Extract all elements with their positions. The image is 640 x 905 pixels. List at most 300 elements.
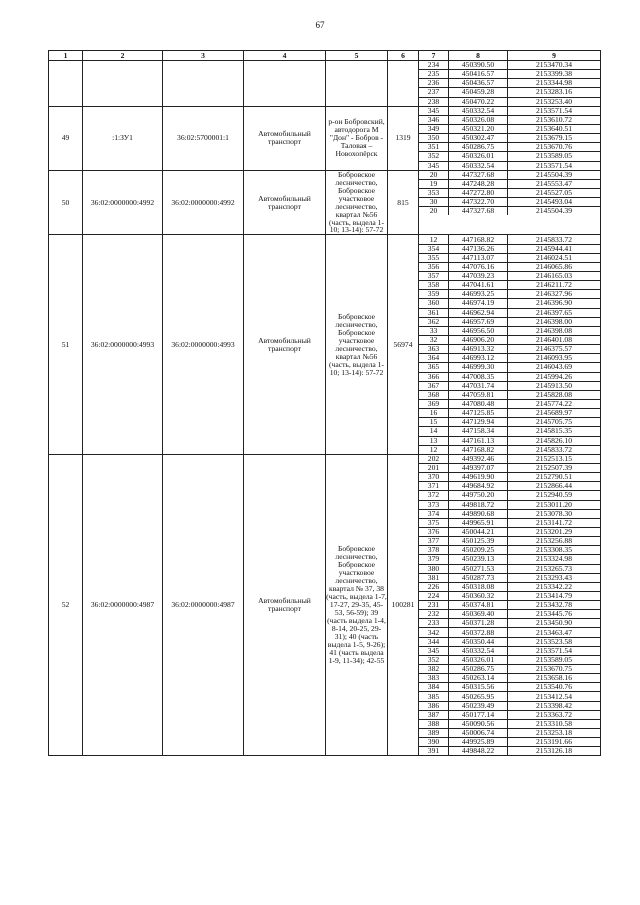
points-cell [419,106,601,170]
coord-x: 447008.35 [449,372,508,381]
cell-c2: 36:02:0000000:4993 [83,235,163,454]
coord-y: 2153363.72 [508,710,601,719]
point-row [419,719,600,728]
header-cell: 3 [163,51,244,61]
coord-x: 450326.01 [449,655,508,664]
point-row [419,281,600,290]
point-row [419,427,600,436]
coord-y: 2145553.47 [508,179,601,188]
header-cell: 5 [326,51,388,61]
point-row [419,70,600,79]
cell-c3: 36:02:0000000:4987 [163,454,244,756]
coord-x: 449392.46 [449,455,508,464]
cell-c5: Бобровское лесничество, Бобровское участковое лесничество, квартал №56 (часть, выдела 1-10; 13-14): 57-72 [326,235,388,454]
coord-y: 2145705.75 [508,418,601,427]
point-number: 352 [419,152,449,161]
point-row [419,455,600,464]
point-number: 345 [419,646,449,655]
point-number: 381 [419,573,449,582]
point-row [419,710,600,719]
table-row [49,61,601,107]
coord-x: 446913.32 [449,345,508,354]
points-table [419,235,600,453]
point-number: 376 [419,527,449,536]
header-cell: 9 [552,51,556,60]
cell-c4: Автомобильный транспорт [244,235,326,454]
point-row [419,573,600,582]
point-row [419,601,600,610]
point-number: 363 [419,345,449,354]
point-row [419,124,600,133]
point-row [419,115,600,124]
header-row [49,51,601,61]
coord-y: 2146024.51 [508,253,601,262]
point-row [419,500,600,509]
points-table [419,61,600,106]
coord-x: 446956.50 [449,326,508,335]
point-row [419,564,600,573]
point-row [419,244,600,253]
coord-y: 2153470.34 [508,61,601,70]
coord-x: 447039.23 [449,272,508,281]
coord-x: 450326.08 [449,115,508,124]
coord-x: 447158.34 [449,427,508,436]
point-row [419,546,600,555]
point-row [419,491,600,500]
coord-y: 2145527.05 [508,188,601,197]
point-number: 356 [419,262,449,271]
point-number: 358 [419,281,449,290]
point-row [419,436,600,445]
point-number: 375 [419,518,449,527]
cell-c5 [326,61,388,107]
coord-x: 449965.91 [449,518,508,527]
point-row [419,97,600,106]
point-number: 365 [419,363,449,372]
coord-y: 2153540.76 [508,683,601,692]
coord-x: 447322.70 [449,198,508,207]
point-row [419,473,600,482]
coord-x: 450125.39 [449,537,508,546]
point-row [419,518,600,527]
coord-y: 2153253.40 [535,97,573,106]
coord-x: 450239.13 [449,555,508,564]
point-number: 385 [419,692,449,701]
point-number: 366 [419,372,449,381]
point-row [419,527,600,536]
point-number: 202 [419,455,449,464]
coord-y: 2153126.18 [535,746,573,756]
coord-y: 2153450.90 [508,619,601,628]
point-number: 382 [419,665,449,674]
point-row [419,188,600,197]
coord-x: 447041.61 [449,281,508,290]
cell-c5: Бобровское лесничество, Бобровское участковое лесничество, квартал №56 (часть, выдела 1-10; 13-14): 57-72 [326,170,388,235]
coord-x: 447161.13 [449,436,508,445]
point-row [419,610,600,619]
coord-y: 2153283.16 [508,88,601,97]
points-cell [419,61,601,107]
point-number: 391 [419,747,449,756]
coord-y: 2153679.15 [508,134,601,143]
point-number: 367 [419,381,449,390]
coord-y: 2153640.51 [508,124,601,133]
cell-n: 50 [49,170,83,235]
coord-x: 450436.57 [449,79,508,88]
coord-y: 2152507.39 [508,463,601,472]
cell-c6: 815 [388,170,419,235]
point-number: 346 [419,115,449,124]
coord-y: 2153571.54 [508,107,601,116]
point-row [419,747,600,756]
point-number: 388 [419,719,449,728]
point-number: 32 [419,335,449,344]
point-number: 15 [419,418,449,427]
cell-c3: 36:02:0000000:4992 [163,170,244,235]
coord-x: 450372.88 [449,628,508,637]
coord-x: 450332.54 [449,161,508,170]
point-row [419,655,600,664]
point-number: 383 [419,674,449,683]
coord-y: 2145504.39 [508,171,601,180]
point-row [419,345,600,354]
header-cell: 2 [83,51,163,61]
header-cell: 7 [419,51,449,60]
coord-y: 2153414.79 [508,591,601,600]
coord-y: 2145994.26 [508,372,601,381]
point-number: 233 [419,619,449,628]
point-row [419,619,600,628]
coord-x: 450332.54 [449,107,508,116]
coord-x: 450326.01 [449,152,508,161]
coord-x: 447168.82 [449,445,508,454]
point-row [419,509,600,518]
coord-y: 2146398.00 [508,317,601,326]
coord-y: 2146397.65 [508,308,601,317]
point-number: 374 [419,509,449,518]
point-row [419,179,600,188]
point-number: 384 [419,683,449,692]
point-number: 357 [419,272,449,281]
coord-y: 2145913.50 [508,381,601,390]
coord-x: 449397.07 [449,463,508,472]
point-row [419,88,600,97]
point-number: 201 [419,463,449,472]
coord-x: 447031.74 [449,381,508,390]
coord-x: 450287.73 [449,573,508,582]
coord-x: 449619.90 [449,473,508,482]
point-number: 360 [419,299,449,308]
point-row [419,701,600,710]
coord-y: 2153523.58 [508,637,601,646]
point-row [419,409,600,418]
table-body [49,61,601,756]
coord-x: 446906.20 [449,335,508,344]
cell-c4: Автомобильный транспорт [244,106,326,170]
coord-x: 450090.56 [449,719,508,728]
coord-x: 450371.28 [449,619,508,628]
coord-y: 2146211.72 [508,281,601,290]
point-number: 226 [419,582,449,591]
coord-x: 450318.08 [449,582,508,591]
point-row [419,198,600,207]
point-number: 380 [419,564,449,573]
point-row [419,143,600,152]
coord-y: 2153658.16 [508,674,601,683]
coord-x: 450044.21 [449,527,508,536]
point-number: 12 [419,235,449,244]
coord-y: 2153078.30 [508,509,601,518]
cell-c6: 56974 [388,235,419,454]
coord-y: 2153293.43 [508,573,601,582]
points-cell [419,170,601,235]
point-number: 231 [419,601,449,610]
point-number: 355 [419,253,449,262]
coord-x: 446962.94 [449,308,508,317]
header-cell: 8 [449,51,508,60]
point-number: 386 [419,701,449,710]
coord-y: 2153324.98 [508,555,601,564]
point-row [419,665,600,674]
coord-x: 450263.14 [449,674,508,683]
coord-y: 2153589.05 [508,152,601,161]
point-row [419,729,600,738]
coord-y: 2145944.41 [508,244,601,253]
cell-c4: Автомобильный транспорт [244,170,326,235]
cell-c2: :1:ЗУ1 [83,106,163,170]
point-row [419,363,600,372]
coord-x: 450350.44 [449,637,508,646]
point-number: 30 [419,198,449,207]
cell-n [49,61,83,107]
point-row [419,107,600,116]
coord-x: 447168.82 [449,235,508,244]
coord-y: 2153432.78 [508,601,601,610]
coord-y: 2145833.72 [535,445,573,454]
coord-x: 449818.72 [449,500,508,509]
point-row [419,555,600,564]
point-number: 12 [419,445,449,454]
coord-x: 446993.12 [449,354,508,363]
coord-y: 2146043.69 [508,363,601,372]
coord-y: 2145689.97 [508,409,601,418]
point-row [419,299,600,308]
coord-y: 2145815.35 [508,427,601,436]
coord-y: 2153253.18 [508,729,601,738]
cell-c3 [163,61,244,107]
point-row [419,290,600,299]
coord-y: 2153610.72 [508,115,601,124]
point-number: 232 [419,610,449,619]
point-row [419,152,600,161]
coord-x: 450416.57 [449,70,508,79]
cell-c2 [83,61,163,107]
cell-c5: Бобровское лесничество, Бобровское участковое лесничество, квартал № 37, 38 (часть, выдела 1-7, 17-27, 29-35, 45-53, 56-59); 39 (часть выдела 1-4, 8-14, 20-25, 29-31); 40 (часть выдела 1-5, 9-26); 41 (часть выдела 1-9, 11-34); 42-55 [326,454,388,756]
point-row [419,683,600,692]
coord-x: 447059.81 [449,390,508,399]
coord-x: 446974.19 [449,299,508,308]
point-row [419,308,600,317]
coord-x: 450369.40 [449,610,508,619]
point-row [419,207,600,216]
point-number: 351 [419,143,449,152]
header-cell: 1 [49,51,83,61]
point-number: 345 [419,161,449,170]
coord-x: 450459.28 [449,88,508,97]
points-table [419,107,600,170]
point-row [419,637,600,646]
coord-x: 447327.68 [449,207,508,216]
point-number: 14 [419,427,449,436]
cell-c6 [388,61,419,107]
point-number: 13 [419,436,449,445]
coord-y: 2145493.04 [508,198,601,207]
point-row [419,235,600,244]
coord-y: 2146396.90 [508,299,601,308]
coord-y: 2145504.39 [535,206,573,216]
point-row [419,738,600,747]
point-number: 377 [419,537,449,546]
coord-y: 2153670.76 [508,143,601,152]
header-cell: 6 [388,51,419,61]
cell-c6: 100281 [388,454,419,756]
cell-c2: 36:02:0000000:4992 [83,170,163,235]
table-row [49,235,601,454]
point-number: 373 [419,500,449,509]
coord-y: 2152790.51 [508,473,601,482]
point-number: 361 [419,308,449,317]
coord-y: 2153571.54 [535,161,573,170]
point-row [419,354,600,363]
point-row [419,582,600,591]
cell-c3: 36:02:5700001:1 [163,106,244,170]
coord-x: 449848.22 [449,747,508,756]
point-number: 364 [419,354,449,363]
point-row [419,418,600,427]
header-cell: 4 [244,51,326,61]
coord-y: 2153310.58 [508,719,601,728]
coord-y: 2153398.42 [508,701,601,710]
coord-x: 450374.81 [449,601,508,610]
point-number: 344 [419,637,449,646]
point-number: 350 [419,134,449,143]
point-row [419,326,600,335]
point-number: 362 [419,317,449,326]
coord-y: 2153191.66 [508,738,601,747]
point-row [419,628,600,637]
coord-y: 2153265.73 [508,564,601,573]
coord-y: 2146375.57 [508,345,601,354]
table-row [49,454,601,756]
point-number: 389 [419,729,449,738]
point-number: 224 [419,591,449,600]
point-row [419,171,600,180]
coord-x: 449750.20 [449,491,508,500]
point-row [419,272,600,281]
coord-x: 447136.26 [449,244,508,253]
coord-y: 2146065.86 [508,262,601,271]
coord-y: 2146398.08 [508,326,601,335]
cell-n: 49 [49,106,83,170]
point-number: 353 [419,188,449,197]
coord-x: 450286.75 [449,665,508,674]
point-row [419,445,600,454]
point-number: 345 [419,107,449,116]
point-number: 234 [419,61,449,70]
coord-x: 450271.53 [449,564,508,573]
cell-n: 51 [49,235,83,454]
table-row [49,170,601,235]
coord-y: 2145833.72 [508,235,601,244]
coord-x: 450286.75 [449,143,508,152]
point-row [419,161,600,170]
point-row [419,372,600,381]
point-row [419,399,600,408]
cell-c4: Автомобильный транспорт [244,454,326,756]
point-number: 236 [419,79,449,88]
point-number: 372 [419,491,449,500]
point-row [419,134,600,143]
coord-x: 449684.92 [449,482,508,491]
point-number: 20 [419,207,449,216]
point-number: 349 [419,124,449,133]
point-number: 378 [419,546,449,555]
point-number: 354 [419,244,449,253]
point-row [419,79,600,88]
cell-n: 52 [49,454,83,756]
coord-x: 450239.49 [449,701,508,710]
coord-x: 450390.50 [449,61,508,70]
coord-y: 2153463.47 [508,628,601,637]
coord-x: 446999.30 [449,363,508,372]
point-number: 235 [419,70,449,79]
coord-y: 2146401.08 [508,335,601,344]
coord-x: 450360.32 [449,591,508,600]
cell-c4 [244,61,326,107]
point-number: 371 [419,482,449,491]
point-number: 342 [419,628,449,637]
coord-x: 450315.56 [449,683,508,692]
coord-x: 447129.94 [449,418,508,427]
point-row [419,482,600,491]
point-number: 20 [419,171,449,180]
point-row [419,591,600,600]
coord-x: 450177.14 [449,710,508,719]
coord-y: 2146165.03 [508,272,601,281]
cell-c3: 36:02:0000000:4993 [163,235,244,454]
coord-x: 447080.48 [449,399,508,408]
coord-y: 2145826.10 [508,436,601,445]
point-number: 369 [419,399,449,408]
cell-c6: 1319 [388,106,419,170]
coord-y: 2153201.29 [508,527,601,536]
coord-y: 2153141.72 [508,518,601,527]
coord-y: 2153308.35 [508,546,601,555]
coord-x: 450321.20 [449,124,508,133]
coord-y: 2145828.08 [508,390,601,399]
coord-y: 2153571.54 [508,646,601,655]
point-number: 237 [419,88,449,97]
coord-y: 2152940.59 [508,491,601,500]
coord-y: 2146327.96 [508,290,601,299]
point-number: 390 [419,738,449,747]
coord-y: 2153412.54 [508,692,601,701]
point-row [419,381,600,390]
point-number: 352 [419,655,449,664]
coord-x: 447125.85 [449,409,508,418]
point-row [419,61,600,70]
coord-x: 447272.80 [449,188,508,197]
